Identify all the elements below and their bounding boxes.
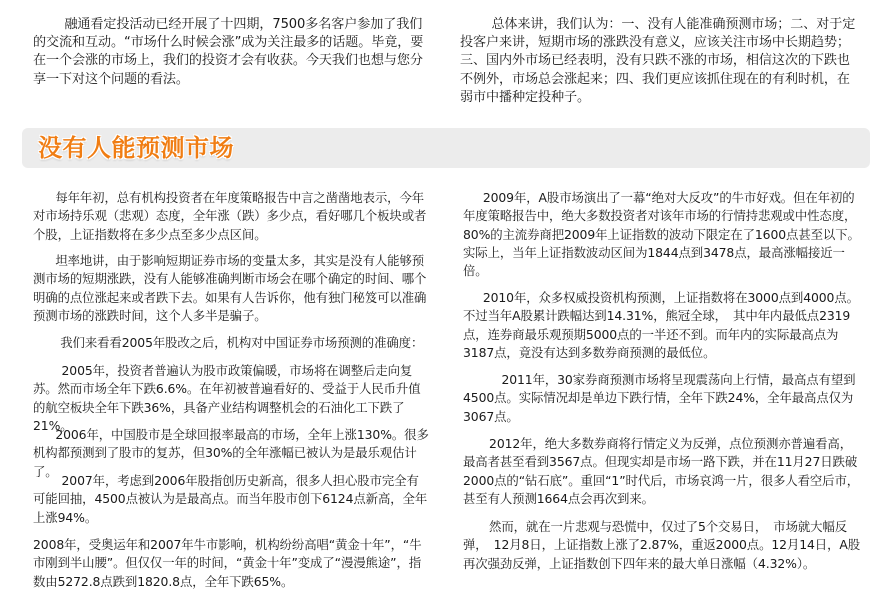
- left-paragraph: [33, 252, 429, 325]
- left-paragraph: [33, 536, 429, 591]
- section-banner: [22, 128, 870, 168]
- paragraph-text: 2009年，A股市场演出了一幕“绝对大反攻”的牛市好戏。但在年初的年度策略报告中，绝大多数投资者对该年市场的行情持悲观或中性态度，80%的主流券商把2009年上证指数的波动下限定在了1600点甚至以下。实际上，当年上证指数波动区间为1844点到3478点，最高涨幅接近一倍。: [463, 190, 860, 279]
- paragraph-text: 2006年，中国股市是全球回报率最高的市场，全年上涨130%。很多机构都预测到了股市的复苏，但30%的全年涨幅已被认为是最乐观估计了。: [33, 427, 429, 479]
- paragraph-text: 2005年，投资者普遍认为股市政策偏暖，市场将在调整后走向复苏。然而市场全年下跌6.6%。在年初被普遍看好的、受益于人民币升值的航空板块全年下跌36%，具备产业结构调整机会的石油化工下跌了21%。: [33, 363, 421, 433]
- paragraph-text: 坦率地讲，由于影响短期证券市场的变量太多，其实是没有人能够预测市场的短期涨跌，没有人能够准确判断市场会在哪个确定的时间、哪个明确的点位涨起来或者跌下去。如果有人告诉你，他有独门秘笈可以准确预测市场的涨跌时间，这个人多半是骗子。: [33, 253, 427, 323]
- paragraph-text: 2012年，绝大多数券商将行情定义为反弹，点位预测亦普遍看高，最高者甚至看到3567点。但现实却是市场一路下跌，并在11月27日跌破2000点的“钻石底”。重回“1”时代后，市场哀鸿一片，很多人看空后市，甚至有人预测1664点会再次到来。: [463, 436, 860, 506]
- right-paragraph: [463, 189, 861, 280]
- paragraph-text: 2007年，考虑到2006年股指创历史新高，很多人担心股市完全有可能回抽，4500点被认为是最高点。而当年股市创下6124点新高，全年上涨94%。: [33, 473, 428, 525]
- right-paragraph: [463, 289, 861, 362]
- left-paragraph: [33, 362, 429, 435]
- right-paragraph: [463, 518, 861, 573]
- left-paragraph: [33, 334, 429, 352]
- paragraph-text: 2010年，众多权威投资机构预测，上证指数将在3000点到4000点。不过当年A股累计跌幅达到14.31%，熊冠全球， 其中年内最低点2319点，连券商最乐观预期5000点的一半还不到。而年内的实际最高点为3187点，竟没有达到多数券商预测的最低位。: [463, 290, 859, 360]
- intro-left-text: 融通看定投活动已经开展了十四期，7500多名客户参加了我们的交流和互动。“市场什么时候会涨”成为关注最多的话题。毕竟，要在一个会涨的市场上，我们的投资才会有收获。今天我们也想与您分享一下对这个问题的看法。: [33, 17, 424, 87]
- intro-left-paragraph: [33, 16, 427, 89]
- paragraph-text: 2008年，受奥运年和2007年牛市影响，机构纷纷高唱“黄金十年”，“牛市刚到半山腰”。但仅仅一年的时间，“黄金十年”变成了“漫漫熊途”，指数由5272.8点跌到1820.8点，全年下跌65%。: [33, 537, 422, 589]
- intro-right-paragraph: [460, 16, 858, 107]
- left-paragraph: [33, 189, 429, 244]
- paragraph-text: 然而，就在一片悲观与恐慌中，仅过了5个交易日， 市场就大幅反弹， 12月8日，上证指数上涨了2.87%，重返2000点。12月14日，A股再次强劲反弹，上证指数创下四年来的最大单日涨幅（4.32%）。: [463, 519, 861, 571]
- intro-right-text: 总体来讲，我们认为：一、没有人能准确预测市场；二、对于定投客户来讲，短期市场的涨跌没有意义，应该关注市场中长期趋势；三、国内外市场已经表明，没有只跌不涨的市场，相信这次的下跌也不例外，市场总会涨起来；四、我们更应该抓住现在的有利时机，在弱市中播种定投种子。: [460, 17, 856, 105]
- left-paragraph: [33, 472, 429, 527]
- paragraph-text: 2011年，30家券商预测市场将呈现震荡向上行情，最高点有望到4500点。实际情况却是单边下跌行情，全年下跌24%，全年最高点仅为3067点。: [463, 372, 856, 424]
- paragraph-text: 我们来看看2005年股改之后，机构对中国证券市场预测的准确度：: [60, 335, 424, 350]
- right-paragraph: [463, 435, 861, 508]
- paragraph-text: 每年年初，总有机构投资者在年度策略报告中言之凿凿地表示，今年对市场持乐观（悲观）态度，全年涨（跌）多少点，看好哪几个板块或者个股，上证指数将在多少点至多少点区间。: [33, 190, 427, 242]
- right-paragraph: [463, 371, 861, 426]
- section-title: 没有人能预测市场: [38, 134, 234, 162]
